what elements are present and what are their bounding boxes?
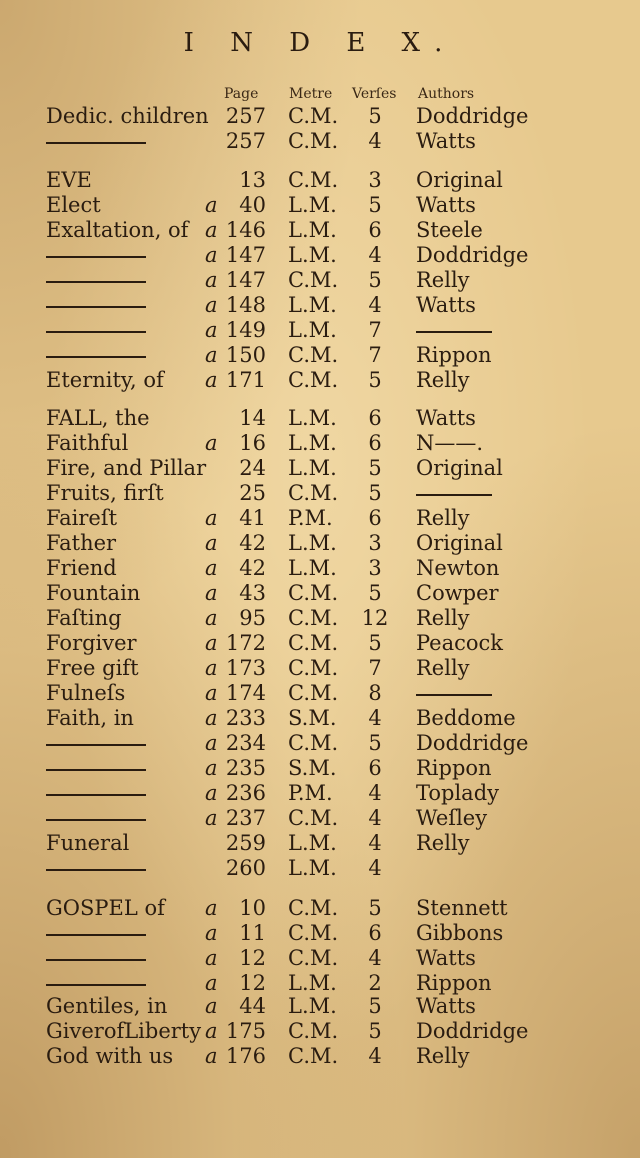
author-cell: Doddridge bbox=[416, 104, 529, 128]
page-cell: 12 bbox=[239, 971, 266, 995]
page-cell: 233 bbox=[225, 706, 266, 730]
author-cell: Watts bbox=[416, 946, 476, 970]
subject-cell bbox=[46, 129, 146, 153]
verses-cell: 12 bbox=[361, 606, 389, 630]
index-row bbox=[0, 606, 640, 630]
index-row bbox=[0, 243, 640, 267]
subject-cell: EVE bbox=[46, 168, 92, 192]
page-cell: 11 bbox=[239, 921, 266, 945]
subject-cell bbox=[46, 946, 146, 970]
page-cell: 236 bbox=[225, 781, 266, 805]
author-cell: Doddridge bbox=[416, 1019, 529, 1043]
subject-cell: Gentiles, in bbox=[46, 994, 168, 1018]
appendix-marker: a bbox=[205, 896, 218, 920]
appendix-marker: a bbox=[205, 656, 218, 680]
ditto-rule bbox=[46, 306, 146, 308]
page-cell: 176 bbox=[225, 1044, 266, 1068]
index-row bbox=[0, 129, 640, 153]
subject-cell: Exaltation, of bbox=[46, 218, 189, 242]
metre-cell: C.M. bbox=[288, 806, 339, 830]
metre-cell: L.M. bbox=[288, 531, 337, 555]
verses-cell: 5 bbox=[368, 481, 382, 505]
subject-cell bbox=[46, 343, 146, 367]
appendix-marker: a bbox=[205, 806, 218, 830]
page-cell: 234 bbox=[225, 731, 266, 755]
appendix-marker: a bbox=[205, 193, 218, 217]
page-cell: 175 bbox=[225, 1019, 266, 1043]
page-cell: 24 bbox=[239, 456, 266, 480]
subject-cell: GOSPEL of bbox=[46, 896, 165, 920]
appendix-marker: a bbox=[205, 343, 218, 367]
index-row bbox=[0, 556, 640, 580]
ditto-rule bbox=[46, 281, 146, 283]
metre-cell: L.M. bbox=[288, 218, 337, 242]
verses-cell: 5 bbox=[368, 896, 382, 920]
metre-cell: C.M. bbox=[288, 731, 339, 755]
metre-cell: C.M. bbox=[288, 168, 339, 192]
subject-cell bbox=[46, 318, 146, 342]
header-metre: Metre bbox=[289, 86, 333, 102]
verses-cell: 4 bbox=[368, 129, 382, 153]
page-cell: 44 bbox=[239, 994, 266, 1018]
ditto-rule bbox=[46, 744, 146, 746]
page-cell: 148 bbox=[225, 293, 266, 317]
ditto-rule bbox=[46, 769, 146, 771]
author-cell: Peacock bbox=[416, 631, 504, 655]
ditto-rule bbox=[416, 331, 492, 333]
page-cell: 41 bbox=[239, 506, 266, 530]
ditto-rule bbox=[46, 934, 146, 936]
index-row bbox=[0, 756, 640, 780]
index-row bbox=[0, 343, 640, 367]
page-cell: 13 bbox=[239, 168, 266, 192]
author-cell: Relly bbox=[416, 606, 470, 630]
author-cell: N——. bbox=[416, 431, 484, 455]
verses-cell: 4 bbox=[368, 243, 382, 267]
verses-cell: 8 bbox=[368, 681, 382, 705]
metre-cell: C.M. bbox=[288, 368, 339, 392]
author-cell: Watts bbox=[416, 129, 476, 153]
index-row bbox=[0, 268, 640, 292]
page-cell: 147 bbox=[225, 268, 266, 292]
metre-cell: P.M. bbox=[288, 506, 333, 530]
appendix-marker: a bbox=[205, 994, 218, 1018]
page-cell: 42 bbox=[239, 531, 266, 555]
author-cell: Original bbox=[416, 531, 503, 555]
index-row bbox=[0, 168, 640, 192]
verses-cell: 7 bbox=[368, 656, 382, 680]
author-cell: Beddome bbox=[416, 706, 516, 730]
page-cell: 257 bbox=[225, 104, 266, 128]
author-cell: Watts bbox=[416, 994, 476, 1018]
author-cell: Watts bbox=[416, 406, 476, 430]
verses-cell: 5 bbox=[368, 731, 382, 755]
subject-cell bbox=[46, 856, 146, 880]
subject-cell bbox=[46, 921, 146, 945]
appendix-marker: a bbox=[205, 268, 218, 292]
page-cell: 95 bbox=[239, 606, 266, 630]
appendix-marker: a bbox=[205, 318, 218, 342]
header-authors: Authors bbox=[418, 86, 475, 102]
author-cell: Rippon bbox=[416, 756, 492, 780]
metre-cell: L.M. bbox=[288, 431, 337, 455]
ditto-rule bbox=[416, 694, 492, 696]
appendix-marker: a bbox=[205, 431, 218, 455]
metre-cell: C.M. bbox=[288, 681, 339, 705]
appendix-marker: a bbox=[205, 368, 218, 392]
appendix-marker: a bbox=[205, 531, 218, 555]
page-cell: 12 bbox=[239, 946, 266, 970]
metre-cell: L.M. bbox=[288, 456, 337, 480]
verses-cell: 6 bbox=[368, 506, 382, 530]
verses-cell: 7 bbox=[368, 343, 382, 367]
ditto-rule bbox=[46, 142, 146, 144]
author-cell: Gibbons bbox=[416, 921, 504, 945]
page-cell: 173 bbox=[225, 656, 266, 680]
page-cell: 257 bbox=[225, 129, 266, 153]
metre-cell: C.M. bbox=[288, 129, 339, 153]
appendix-marker: a bbox=[205, 706, 218, 730]
subject-cell: Fountain bbox=[46, 581, 141, 605]
index-row bbox=[0, 896, 640, 920]
verses-cell: 3 bbox=[368, 168, 382, 192]
subject-cell: Father bbox=[46, 531, 117, 555]
verses-cell: 5 bbox=[368, 368, 382, 392]
page-cell: 259 bbox=[225, 831, 266, 855]
metre-cell: C.M. bbox=[288, 343, 339, 367]
subject-cell bbox=[46, 781, 146, 805]
subject-cell: Eternity, of bbox=[46, 368, 164, 392]
author-cell: Doddridge bbox=[416, 243, 529, 267]
metre-cell: C.M. bbox=[288, 481, 339, 505]
metre-cell: C.M. bbox=[288, 896, 339, 920]
header-verses: Verſes bbox=[352, 86, 397, 102]
author-cell: Stennett bbox=[416, 896, 508, 920]
metre-cell: L.M. bbox=[288, 856, 337, 880]
subject-cell: Free gift bbox=[46, 656, 139, 680]
subject-cell: Faith, in bbox=[46, 706, 134, 730]
metre-cell: C.M. bbox=[288, 268, 339, 292]
page-cell: 147 bbox=[225, 243, 266, 267]
metre-cell: C.M. bbox=[288, 1019, 339, 1043]
metre-cell: L.M. bbox=[288, 994, 337, 1018]
verses-cell: 5 bbox=[368, 268, 382, 292]
index-row bbox=[0, 921, 640, 945]
appendix-marker: a bbox=[205, 946, 218, 970]
author-cell bbox=[416, 681, 492, 705]
appendix-marker: a bbox=[205, 681, 218, 705]
index-row bbox=[0, 531, 640, 555]
index-row bbox=[0, 481, 640, 505]
verses-cell: 5 bbox=[368, 1019, 382, 1043]
verses-cell: 5 bbox=[368, 581, 382, 605]
author-cell: Relly bbox=[416, 656, 470, 680]
author-cell: Steele bbox=[416, 218, 483, 242]
index-row bbox=[0, 456, 640, 480]
metre-cell: C.M. bbox=[288, 656, 339, 680]
metre-cell: L.M. bbox=[288, 293, 337, 317]
verses-cell: 5 bbox=[368, 104, 382, 128]
index-row bbox=[0, 631, 640, 655]
appendix-marker: a bbox=[205, 218, 218, 242]
metre-cell: S.M. bbox=[288, 756, 337, 780]
metre-cell: S.M. bbox=[288, 706, 337, 730]
verses-cell: 4 bbox=[368, 856, 382, 880]
subject-cell bbox=[46, 971, 146, 995]
metre-cell: C.M. bbox=[288, 606, 339, 630]
page-cell: 43 bbox=[239, 581, 266, 605]
subject-cell: Faithful bbox=[46, 431, 129, 455]
metre-cell: P.M. bbox=[288, 781, 333, 805]
subject-cell: Funeral bbox=[46, 831, 130, 855]
metre-cell: C.M. bbox=[288, 104, 339, 128]
subject-cell bbox=[46, 756, 146, 780]
appendix-marker: a bbox=[205, 971, 218, 995]
page-cell: 149 bbox=[225, 318, 266, 342]
author-cell: Relly bbox=[416, 268, 470, 292]
metre-cell: C.M. bbox=[288, 631, 339, 655]
index-row bbox=[0, 431, 640, 455]
appendix-marker: a bbox=[205, 631, 218, 655]
index-row bbox=[0, 406, 640, 430]
author-cell bbox=[416, 481, 492, 505]
page-cell: 14 bbox=[239, 406, 266, 430]
verses-cell: 6 bbox=[368, 218, 382, 242]
metre-cell: C.M. bbox=[288, 1044, 339, 1068]
subject-cell: Friend bbox=[46, 556, 117, 580]
ditto-rule bbox=[46, 794, 146, 796]
metre-cell: L.M. bbox=[288, 831, 337, 855]
index-row bbox=[0, 656, 640, 680]
page-cell: 40 bbox=[239, 193, 266, 217]
subject-cell: Elect bbox=[46, 193, 101, 217]
page-cell: 146 bbox=[225, 218, 266, 242]
author-cell: Relly bbox=[416, 1044, 470, 1068]
index-row bbox=[0, 1019, 640, 1043]
index-row bbox=[0, 781, 640, 805]
subject-cell bbox=[46, 243, 146, 267]
page-cell: 42 bbox=[239, 556, 266, 580]
subject-cell bbox=[46, 731, 146, 755]
verses-cell: 5 bbox=[368, 456, 382, 480]
index-row bbox=[0, 368, 640, 392]
index-row bbox=[0, 731, 640, 755]
metre-cell: L.M. bbox=[288, 318, 337, 342]
header-page: Page bbox=[224, 86, 259, 102]
appendix-marker: a bbox=[205, 921, 218, 945]
author-cell: Relly bbox=[416, 368, 470, 392]
appendix-marker: a bbox=[205, 781, 218, 805]
author-cell: Cowper bbox=[416, 581, 499, 605]
verses-cell: 5 bbox=[368, 994, 382, 1018]
appendix-marker: a bbox=[205, 506, 218, 530]
verses-cell: 6 bbox=[368, 921, 382, 945]
author-cell: Watts bbox=[416, 193, 476, 217]
verses-cell: 5 bbox=[368, 193, 382, 217]
index-row bbox=[0, 293, 640, 317]
verses-cell: 6 bbox=[368, 406, 382, 430]
subject-cell: God with us bbox=[46, 1044, 174, 1068]
page-cell: 25 bbox=[239, 481, 266, 505]
subject-cell bbox=[46, 268, 146, 292]
page-cell: 237 bbox=[225, 806, 266, 830]
verses-cell: 3 bbox=[368, 556, 382, 580]
index-row bbox=[0, 193, 640, 217]
subject-cell: Faſting bbox=[46, 606, 122, 630]
subject-cell: GiverofLiberty bbox=[46, 1019, 202, 1043]
metre-cell: C.M. bbox=[288, 921, 339, 945]
metre-cell: L.M. bbox=[288, 406, 337, 430]
ditto-rule bbox=[416, 494, 492, 496]
verses-cell: 4 bbox=[368, 1044, 382, 1068]
verses-cell: 4 bbox=[368, 806, 382, 830]
index-row bbox=[0, 218, 640, 242]
page-cell: 150 bbox=[225, 343, 266, 367]
index-row bbox=[0, 806, 640, 830]
appendix-marker: a bbox=[205, 1044, 218, 1068]
verses-cell: 2 bbox=[368, 971, 382, 995]
author-cell: Relly bbox=[416, 506, 470, 530]
verses-cell: 5 bbox=[368, 631, 382, 655]
verses-cell: 4 bbox=[368, 293, 382, 317]
metre-cell: L.M. bbox=[288, 193, 337, 217]
index-row bbox=[0, 681, 640, 705]
verses-cell: 4 bbox=[368, 781, 382, 805]
index-row bbox=[0, 581, 640, 605]
metre-cell: L.M. bbox=[288, 243, 337, 267]
appendix-marker: a bbox=[205, 606, 218, 630]
verses-cell: 3 bbox=[368, 531, 382, 555]
metre-cell: C.M. bbox=[288, 581, 339, 605]
ditto-rule bbox=[46, 256, 146, 258]
index-row bbox=[0, 104, 640, 128]
author-cell bbox=[416, 318, 492, 342]
metre-cell: L.M. bbox=[288, 971, 337, 995]
appendix-marker: a bbox=[205, 756, 218, 780]
index-row bbox=[0, 856, 640, 880]
page-cell: 171 bbox=[225, 368, 266, 392]
page-cell: 172 bbox=[225, 631, 266, 655]
index-row bbox=[0, 994, 640, 1018]
verses-cell: 4 bbox=[368, 831, 382, 855]
ditto-rule bbox=[46, 869, 146, 871]
verses-cell: 4 bbox=[368, 946, 382, 970]
author-cell: Original bbox=[416, 456, 503, 480]
verses-cell: 4 bbox=[368, 706, 382, 730]
appendix-marker: a bbox=[205, 293, 218, 317]
index-row bbox=[0, 1044, 640, 1068]
index-row bbox=[0, 831, 640, 855]
verses-cell: 6 bbox=[368, 756, 382, 780]
ditto-rule bbox=[46, 984, 146, 986]
page-cell: 174 bbox=[225, 681, 266, 705]
ditto-rule bbox=[46, 331, 146, 333]
ditto-rule bbox=[46, 819, 146, 821]
subject-cell: Fire, and Pillar bbox=[46, 456, 207, 480]
author-cell: Rippon bbox=[416, 343, 492, 367]
subject-cell: Fulneſs bbox=[46, 681, 126, 705]
appendix-marker: a bbox=[205, 1019, 218, 1043]
author-cell: Toplady bbox=[416, 781, 500, 805]
subject-cell: Forgiver bbox=[46, 631, 137, 655]
appendix-marker: a bbox=[205, 556, 218, 580]
appendix-marker: a bbox=[205, 731, 218, 755]
page-cell: 10 bbox=[239, 896, 266, 920]
verses-cell: 7 bbox=[368, 318, 382, 342]
author-cell: Newton bbox=[416, 556, 500, 580]
page-title: I N D E X. bbox=[183, 28, 457, 58]
page-cell: 260 bbox=[225, 856, 266, 880]
appendix-marker: a bbox=[205, 243, 218, 267]
subject-cell: FALL, the bbox=[46, 406, 150, 430]
appendix-marker: a bbox=[205, 581, 218, 605]
subject-cell: Faireſt bbox=[46, 506, 118, 530]
ditto-rule bbox=[46, 959, 146, 961]
subject-cell: Dedic. children bbox=[46, 104, 209, 128]
subject-cell bbox=[46, 806, 146, 830]
index-row bbox=[0, 946, 640, 970]
ditto-rule bbox=[46, 356, 146, 358]
subject-cell bbox=[46, 293, 146, 317]
page-cell: 16 bbox=[239, 431, 266, 455]
author-cell: Original bbox=[416, 168, 503, 192]
metre-cell: C.M. bbox=[288, 946, 339, 970]
index-row bbox=[0, 706, 640, 730]
index-row bbox=[0, 971, 640, 995]
author-cell: Doddridge bbox=[416, 731, 529, 755]
author-cell: Watts bbox=[416, 293, 476, 317]
verses-cell: 6 bbox=[368, 431, 382, 455]
author-cell: Weſley bbox=[416, 806, 488, 830]
index-row bbox=[0, 318, 640, 342]
author-cell: Relly bbox=[416, 831, 470, 855]
author-cell: Rippon bbox=[416, 971, 492, 995]
subject-cell: Fruits, firſt bbox=[46, 481, 164, 505]
index-row bbox=[0, 506, 640, 530]
page-cell: 235 bbox=[225, 756, 266, 780]
metre-cell: L.M. bbox=[288, 556, 337, 580]
